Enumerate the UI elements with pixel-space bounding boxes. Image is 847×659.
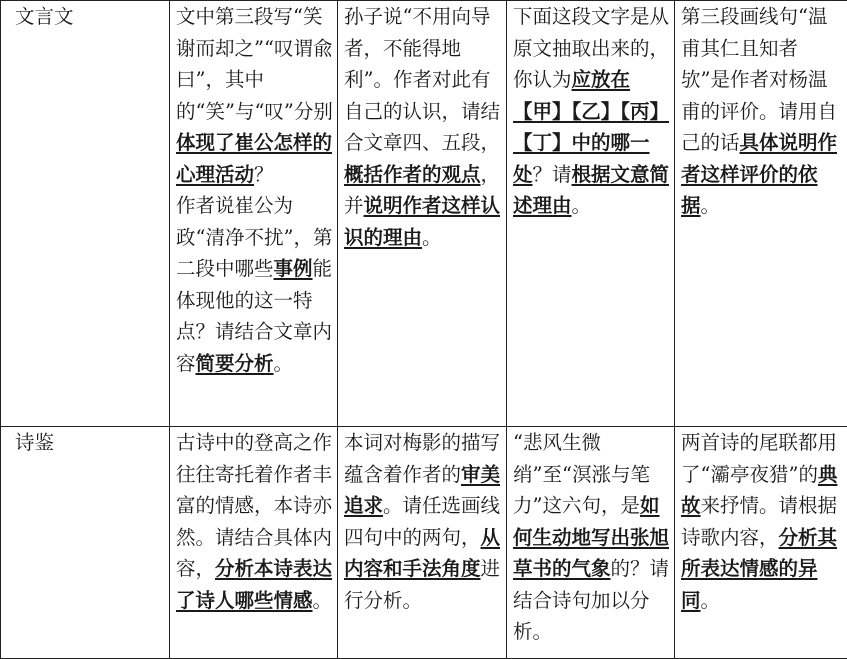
question-text: 。 [313,589,333,612]
question-cell [507,1,675,427]
emphasis-text: 应放在【甲】【乙】【丙】【丁】中的哪一处 [513,68,669,186]
question-text: 。 [701,589,721,612]
question-paragraph [176,427,333,616]
question-text: 。 [572,194,592,217]
question-paragraph [513,427,670,648]
question-cell [338,427,507,659]
question-text: 。 [701,194,721,217]
emphasis-text: 分析其所表达情感的异同 [681,526,837,612]
question-text: 第三段画线句“温甫其仁且知者欤”是作者对杨温甫的评价。请用自己的话 [681,5,837,154]
question-text: 下面这段文字是从原文抽取出来的，你认为 [513,5,669,91]
question-text: ？请 [533,163,572,186]
question-cell [170,427,338,659]
emphasis-text: 具体说明作者这样评价的依据 [681,131,837,217]
question-text: ，并 [344,163,500,218]
question-text: 来抒情。请根据诗歌内容， [681,494,837,549]
question-text: 。 [274,352,294,375]
question-text: 进行分析。 [344,557,500,612]
emphasis-text: 分析本诗表达了诗人哪些情感 [176,557,332,612]
emphasis-text: 简要分析 [196,352,274,375]
question-text: 作者说崔公为政“清净不扰”，第二段中哪些 [176,194,332,280]
category-cell [1,427,170,659]
emphasis-text: 概括作者的观点 [344,163,481,186]
emphasis-text: 根据文意简述理由 [513,163,669,218]
emphasis-text: 审美追求 [344,463,500,518]
emphasis-text: 事例 [274,257,313,280]
question-text: 能体现他的这一特点？请结合文章内容 [176,257,332,375]
question-paragraph [176,1,333,190]
question-paragraph [344,427,502,616]
question-text: 本词对梅影的描写蕴含着作者的 [344,431,500,486]
question-text: 两首诗的尾联都用了“灞亭夜猎”的 [681,431,837,486]
category-cell [1,1,170,427]
question-cell [338,1,507,427]
question-cell [507,427,675,659]
question-text: 的？请结合诗句加以分析。 [513,557,669,643]
question-cell [170,1,338,427]
question-text: 孙子说“不用向导者，不能得地利”。作者对此有自己的认识，请结合文章四、五段， [344,5,500,154]
question-paragraph [681,427,843,616]
question-text: 。请任选画线四句中的两句， [344,494,500,549]
emphasis-text: 体现了崔公怎样的心理活动 [176,131,332,186]
table-row-classical-chinese [1,1,847,427]
category-label: 诗鉴 [15,431,54,454]
category-label: 文言文 [15,5,74,28]
question-paragraph [513,1,670,222]
table-row-poetry-appreciation [1,427,847,659]
emphasis-text: 从内容和手法角度 [344,526,500,581]
question-text: ？ [254,163,274,186]
question-cell [675,427,847,659]
question-text: “悲风生微绡”至“溟涨与笔力”这六句，是 [513,431,650,517]
question-text: 文中第三段写“笑谢而却之”“叹谓兪曰”，其中的“笑”与“叹”分别 [176,5,333,123]
emphasis-text: 如何生动地写出张旭草书的气象 [513,494,669,580]
question-text: 。 [422,226,442,249]
emphasis-text: 说明作者这样认识的理由 [344,194,500,249]
question-text: 古诗中的登高之作往往寄托着作者丰富的情感，本诗亦然。请结合具体内容， [176,431,332,580]
question-paragraph [681,1,843,222]
question-paragraph [344,1,502,253]
emphasis-text: 典故 [681,463,837,518]
question-paragraph [176,190,333,379]
question-cell [675,1,847,427]
